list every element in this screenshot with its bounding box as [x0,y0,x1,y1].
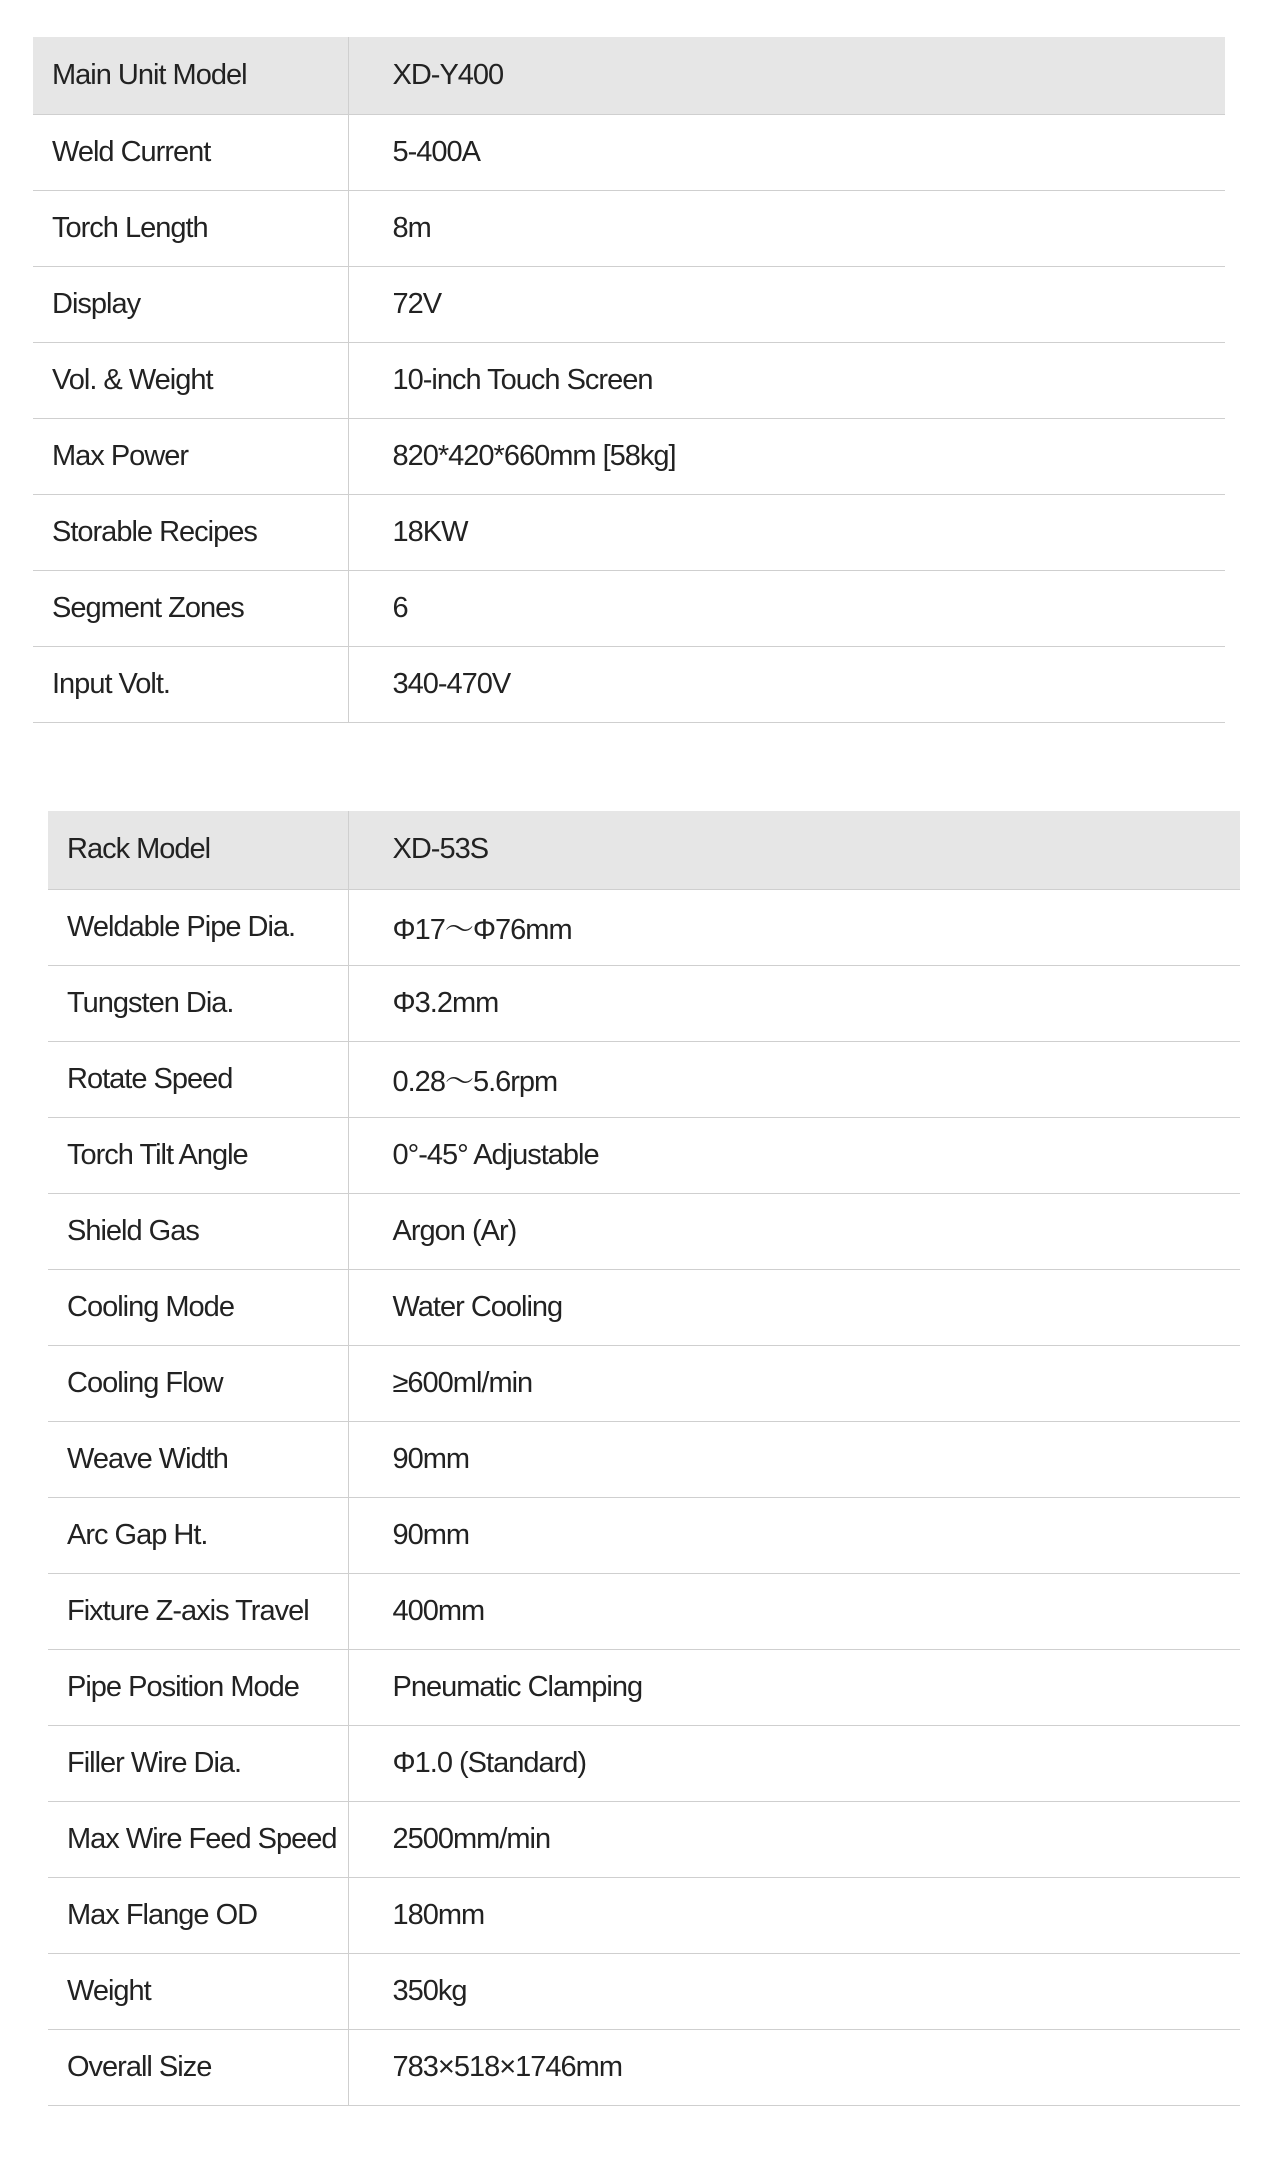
spec-value: 340-470V [348,646,1225,722]
spec-label: Fixture Z-axis Travel [48,1573,348,1649]
spec-value: Φ3.2mm [348,965,1240,1041]
spec-label: Storable Recipes [33,494,348,570]
table-row [33,570,1225,646]
table-row [48,1117,1240,1193]
spec-label: Torch Tilt Angle [48,1117,348,1193]
spec-label: Weight [48,1953,348,2029]
table-row [33,418,1225,494]
spec-value: 820*420*660mm [58kg] [348,418,1225,494]
table-row [48,1193,1240,1269]
table-row [48,1421,1240,1497]
spec-label: Max Flange OD [48,1877,348,1953]
spec-value: 6 [348,570,1225,646]
spec-value: Pneumatic Clamping [348,1649,1240,1725]
table-row [48,1953,1240,2029]
spec-value: Water Cooling [348,1269,1240,1345]
spec-value: Argon (Ar) [348,1193,1240,1269]
spec-value: 90mm [348,1421,1240,1497]
spec-value: 8m [348,190,1225,266]
table-row [48,1649,1240,1725]
spec-value: 400mm [348,1573,1240,1649]
spec-value: 0.28～5.6rpm [348,1041,1240,1117]
table-row [48,889,1240,965]
spec-value: 350kg [348,1953,1240,2029]
table-header-row [48,811,1240,889]
spec-label: Pipe Position Mode [48,1649,348,1725]
spec-label: Weldable Pipe Dia. [48,889,348,965]
table-row [48,2029,1240,2105]
table-row [33,342,1225,418]
spec-value: 180mm [348,1877,1240,1953]
table-row [33,190,1225,266]
table-row [48,965,1240,1041]
spec-label: Tungsten Dia. [48,965,348,1041]
spec-label: Weave Width [48,1421,348,1497]
spec-value: 10-inch Touch Screen [348,342,1225,418]
table-row [33,266,1225,342]
spec-label: Display [33,266,348,342]
spec-value: 783×518×1746mm [348,2029,1240,2105]
spec-value: 5-400A [348,114,1225,190]
spec-value: 18KW [348,494,1225,570]
table-header-row [33,37,1225,114]
spec-label: Cooling Flow [48,1345,348,1421]
main-unit-spec-table [33,37,1225,723]
spec-label: Filler Wire Dia. [48,1725,348,1801]
spec-label: Vol. & Weight [33,342,348,418]
spec-value: Φ17～Φ76mm [348,889,1240,965]
table-row [48,1725,1240,1801]
spec-value: XD-Y400 [348,37,1225,114]
spec-value: 90mm [348,1497,1240,1573]
table-row [48,1041,1240,1117]
spec-value: XD-53S [348,811,1240,889]
spec-label: Weld Current [33,114,348,190]
table-row [48,1801,1240,1877]
spec-label: Arc Gap Ht. [48,1497,348,1573]
table-row [33,494,1225,570]
spec-label: Torch Length [33,190,348,266]
spec-label: Main Unit Model [33,37,348,114]
spec-value: ≥600ml/min [348,1345,1240,1421]
spec-label: Cooling Mode [48,1269,348,1345]
table-row [33,114,1225,190]
table-row [48,1345,1240,1421]
spec-label: Shield Gas [48,1193,348,1269]
spec-label: Segment Zones [33,570,348,646]
spec-value: 0°-45° Adjustable [348,1117,1240,1193]
table-row [33,646,1225,722]
spec-value: 72V [348,266,1225,342]
rack-spec-table [48,811,1240,2106]
table-row [48,1573,1240,1649]
spec-label: Overall Size [48,2029,348,2105]
table-row [48,1269,1240,1345]
main-unit-spec-body [33,37,1225,722]
spec-label: Input Volt. [33,646,348,722]
spec-label: Rack Model [48,811,348,889]
table-row [48,1497,1240,1573]
table-row [48,1877,1240,1953]
rack-spec-body [48,811,1240,2105]
spec-label: Max Power [33,418,348,494]
spec-value: Φ1.0 (Standard) [348,1725,1240,1801]
spec-value: 2500mm/min [348,1801,1240,1877]
spec-label: Rotate Speed [48,1041,348,1117]
spec-label: Max Wire Feed Speed [48,1801,348,1877]
